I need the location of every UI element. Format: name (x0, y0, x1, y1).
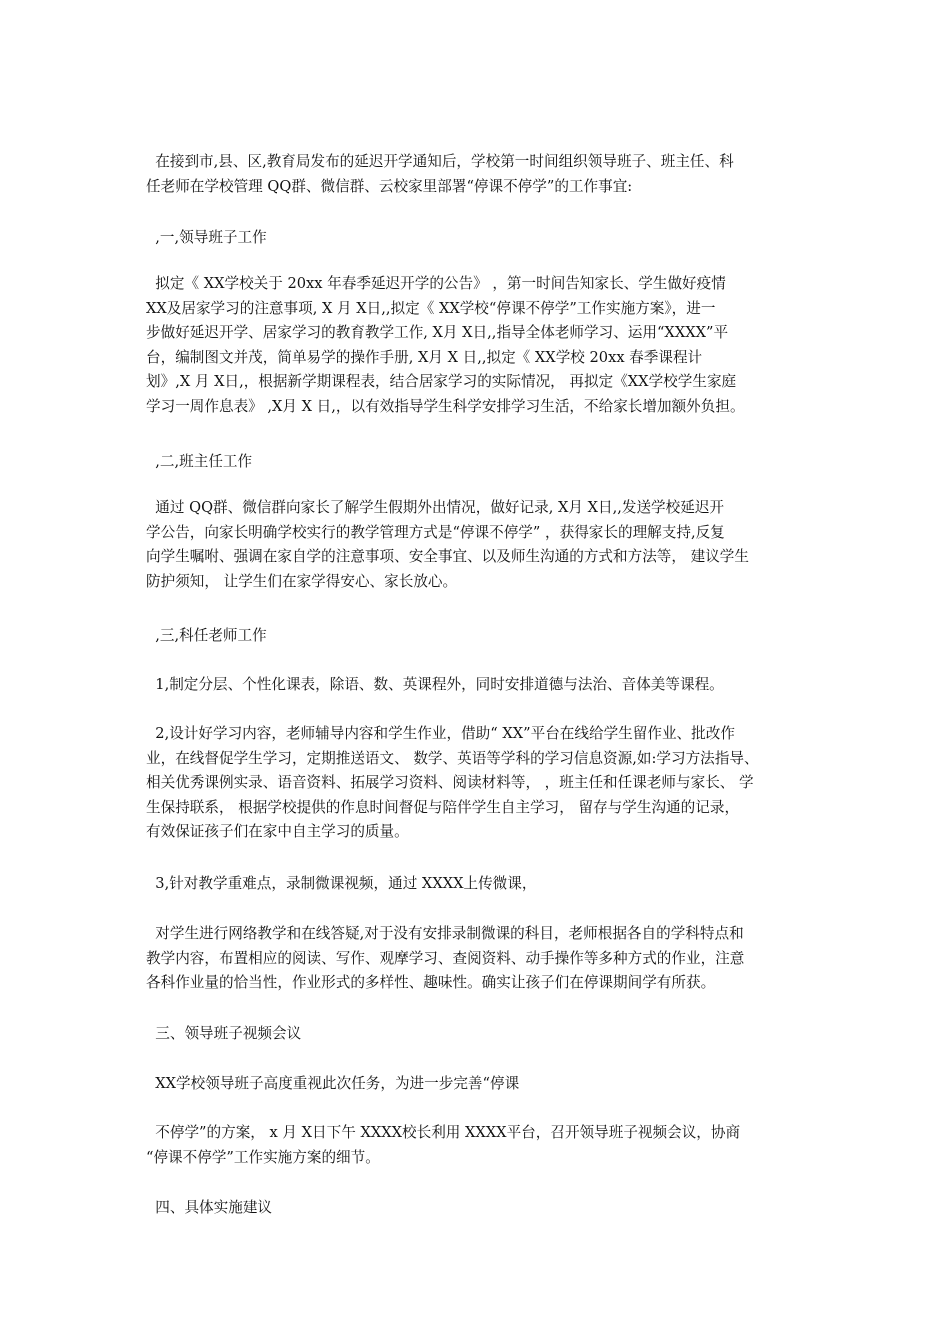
section-heading-video-meeting (146, 1022, 816, 1047)
text-line: “停课不停学”工作实施方案的细节。 (146, 1148, 380, 1166)
section-heading-implementation (146, 1196, 816, 1221)
text-line: 学习一周作息表》 ,X月 X 日,，以有效指导学生科学安排学习生活，不给家长增加额外负担。 (146, 397, 745, 415)
text-line: 1,制定分层、个性化课表，除语、数、英课程外，同时安排道德与法治、音体美等课程。 (146, 676, 724, 693)
text-line: XX学校领导班子高度重视此次任务，为进一步完善“停课 (146, 1075, 520, 1092)
video-meeting-paragraph (146, 1121, 816, 1170)
intro-paragraph (146, 150, 816, 199)
text-line: 步做好延迟开学、居家学习的教育教学工作, X月 X日,,指导全体老师学习、运用“XXXX”平 (146, 324, 729, 341)
text-line: 2,设计好学习内容，老师辅导内容和学生作业，借助“ XX”平台在线给学生留作业、批改作 (146, 725, 735, 742)
text-line: 通过 QQ群、微信群向家长了解学生假期外出情况，做好记录, X月 X日,,发送学校延迟开 (146, 499, 725, 516)
text-line: 不停学”的方案， x 月 X日下午 XXXX校长利用 XXXX平台，召开领导班子视频会议，协商 (146, 1124, 741, 1141)
subject-item-1 (146, 673, 816, 698)
subject-item-3 (146, 872, 816, 897)
section-heading-head-teacher (146, 450, 816, 475)
text-line: 在接到市,县、区,教育局发布的延迟开学通知后，学校第一时间组织领导班子、班主任、科 (146, 153, 734, 170)
text-line: 任老师在学校管理 QQ群、微信群、云校家里部署“停课不停学”的工作事宜: (146, 177, 633, 195)
text-line: XX及居家学习的注意事项, X 月 X日,,拟定《 XX学校“停课不停学”工作实施方案》，进一 (146, 299, 716, 317)
online-teaching-paragraph (146, 922, 816, 996)
text-line: 向学生嘱咐、强调在家自学的注意事项、安全事宜、以及师生沟通的方式和方法等， 建议学生 (146, 548, 749, 565)
head-teacher-paragraph (146, 496, 816, 594)
text-line: 生保持联系， 根据学校提供的作息时间督促与陪伴学生自主学习， 留存与学生沟通的记录， (146, 798, 740, 816)
text-line: 业，在线督促学生学习，定期推送语文、 数学、英语等学科的学习信息资源,如:学习方法指导、 (146, 749, 759, 767)
text-line: 学公告，向家长明确学校实行的教学管理方式是“停课不停学” ，获得家长的理解支持,反复 (146, 523, 725, 541)
leadership-paragraph (146, 272, 816, 419)
video-meeting-intro (146, 1072, 816, 1097)
text-line: 对学生进行网络教学和在线答疑,对于没有安排录制微课的科目，老师根据各自的学科特点和 (146, 925, 744, 942)
text-line: 3,针对教学重难点，录制微课视频，通过 XXXX上传微课， (146, 875, 537, 892)
text-line: 拟定《 XX学校关于 20xx 年春季延迟开学的公告》 ，第一时间告知家长、学生做好疫情 (146, 275, 726, 292)
text-line: 教学内容，布置相应的阅读、写作、观摩学习、查阅资料、动手操作等多种方式的作业，注意 (146, 949, 745, 967)
heading-text: ,三,科任老师工作 (146, 627, 267, 644)
text-line: 防护须知， 让学生们在家学得安心、家长放心。 (146, 572, 458, 590)
heading-text: 三、领导班子视频会议 (146, 1025, 302, 1042)
subject-item-2 (146, 722, 816, 845)
text-line: 各科作业量的恰当性，作业形式的多样性、趣味性。确实让孩子们在停课期间学有所获。 (146, 974, 716, 991)
text-line: 台，编制图文并茂，简单易学的操作手册, X月 X 日,,拟定《 XX学校 20xx 春季课程计 (146, 348, 703, 366)
text-line: 有效保证孩子们在家中自主学习的质量。 (146, 823, 409, 840)
section-heading-leadership (146, 226, 816, 251)
text-line: 划》,X 月 X日,，根据新学期课程表，结合居家学习的实际情况， 再拟定《XX学校学生家庭 (146, 373, 737, 390)
heading-text: ,二,班主任工作 (146, 453, 253, 470)
text-line: 相关优秀课例实录、语音资料、拓展学习资料、阅读材料等， ，班主任和任课老师与家长、 学 (146, 774, 754, 791)
heading-text: 四、具体实施建议 (146, 1199, 273, 1216)
section-heading-subject-teacher (146, 624, 816, 649)
heading-text: ,一,领导班子工作 (146, 229, 267, 246)
